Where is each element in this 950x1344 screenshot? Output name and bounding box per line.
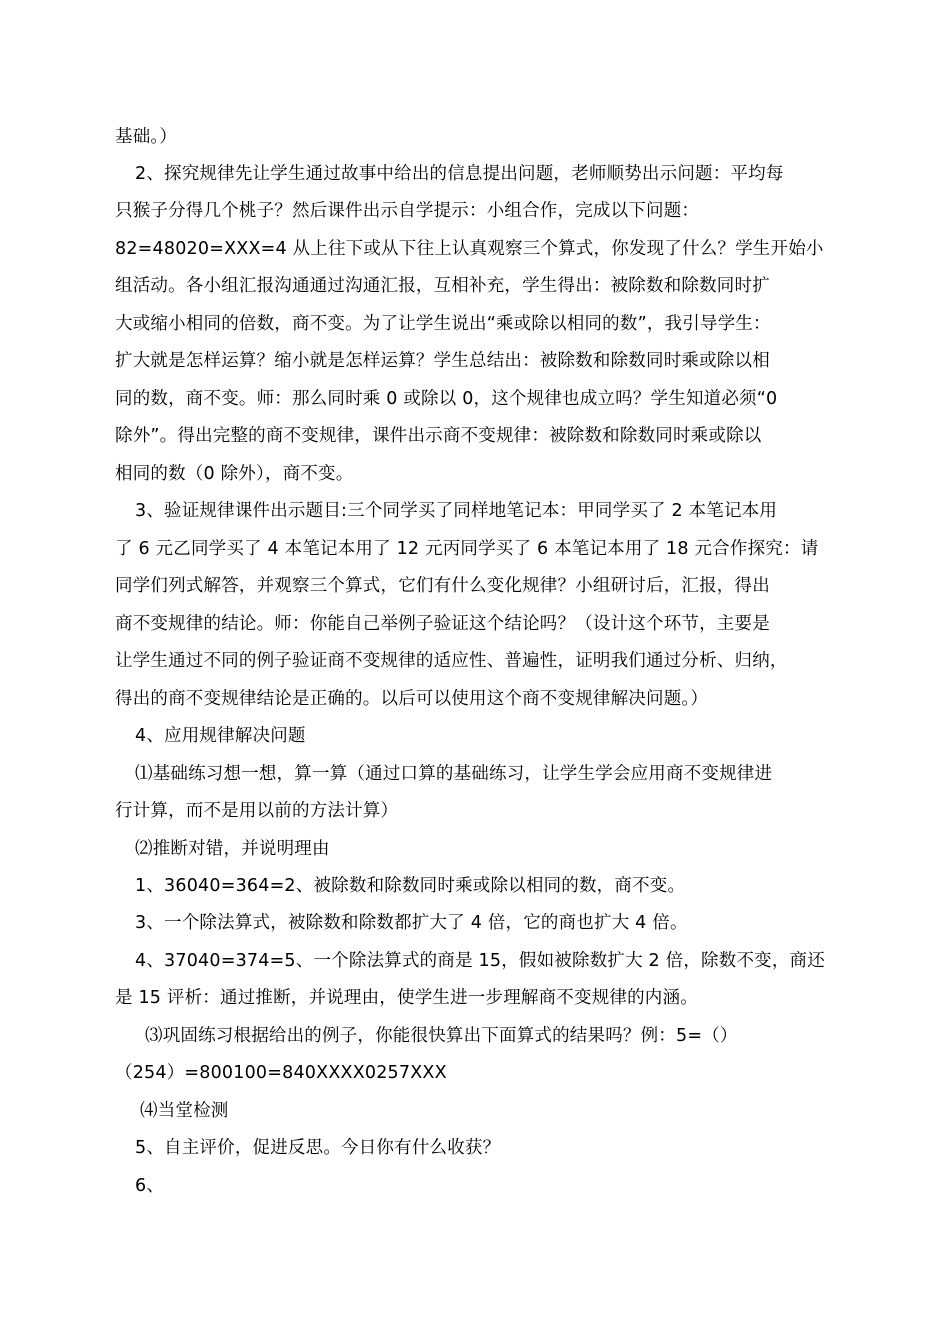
text-line: 扩大就是怎样运算？缩小就是怎样运算？学生总结出：被除数和除数同时乘或除以相 [115, 351, 770, 371]
text-line: 大或缩小相同的倍数，商不变。为了让学生说出“乘或除以相同的数”，我引导学生： [115, 314, 771, 334]
text-line: ⑴基础练习想一想，算一算（通过口算的基础练习，让学生学会应用商不变规律进 [135, 764, 773, 784]
text-line: 让学生通过不同的例子验证商不变规律的适应性、普遍性，证明我们通过分析、归纳， [115, 651, 788, 671]
text-line: 得出的商不变规律结论是正确的。以后可以使用这个商不变规律解决问题。） [115, 689, 709, 709]
text-line: （254）=800100=840XXXX0257XXX [115, 1063, 447, 1083]
text-line: 2、探究规律先让学生通过故事中给出的信息提出问题，老师顺势出示问题：平均每 [135, 164, 784, 184]
text-line: 行计算，而不是用以前的方法计算） [115, 801, 399, 821]
text-line: 3、一个除法算式，被除数和除数都扩大了 4 倍，它的商也扩大 4 倍。 [135, 913, 688, 933]
text-line: 相同的数（0 除外），商不变。 [115, 464, 354, 484]
text-line: 商不变规律的结论。师：你能自己举例子验证这个结论吗？（设计这个环节，主要是 [115, 614, 770, 634]
text-line: 4、37040=374=5、一个除法算式的商是 15，假如被除数扩大 2 倍，除数不变，商还 [135, 951, 825, 971]
text-line: ⑵推断对错，并说明理由 [135, 839, 330, 859]
text-line: 同的数，商不变。师：那么同时乘 0 或除以 0，这个规律也成立吗？学生知道必须“0 [115, 389, 778, 409]
text-line: 4、应用规律解决问题 [135, 726, 306, 746]
text-line: 3、验证规律课件出示题目:三个同学买了同样地笔记本：甲同学买了 2 本笔记本用 [135, 501, 778, 521]
text-line: ⑶巩固练习根据给出的例子，你能很快算出下面算式的结果吗？例：5=（） [145, 1026, 738, 1046]
text-line: 是 15 评析：通过推断，并说理由，使学生进一步理解商不变规律的内涵。 [115, 988, 698, 1008]
text-line: 1、36040=364=2、被除数和除数同时乘或除以相同的数，商不变。 [135, 876, 686, 896]
text-line: 基础。） [115, 127, 178, 147]
text-line: 6、 [135, 1176, 165, 1196]
text-line: 了 6 元乙同学买了 4 本笔记本用了 12 元丙同学买了 6 本笔记本用了 18 元合作探究：请 [115, 539, 819, 559]
text-line: ⑷当堂检测 [140, 1101, 229, 1121]
text-line: 除外”。得出完整的商不变规律，课件出示商不变规律：被除数和除数同时乘或除以 [115, 426, 762, 446]
text-line: 组活动。各小组汇报沟通通过沟通汇报，互相补充，学生得出：被除数和除数同时扩 [115, 276, 770, 296]
text-line: 同学们列式解答，并观察三个算式，它们有什么变化规律？小组研讨后，汇报，得出 [115, 576, 770, 596]
text-line: 只猴子分得几个桃子？然后课件出示自学提示：小组合作，完成以下问题： [115, 201, 700, 221]
text-line: 82=48020=XXX=4 从上往下或从下往上认真观察三个算式，你发现了什么？学生开始小 [115, 239, 824, 259]
text-line: 5、自主评价，促进反思。今日你有什么收获？ [135, 1138, 501, 1158]
